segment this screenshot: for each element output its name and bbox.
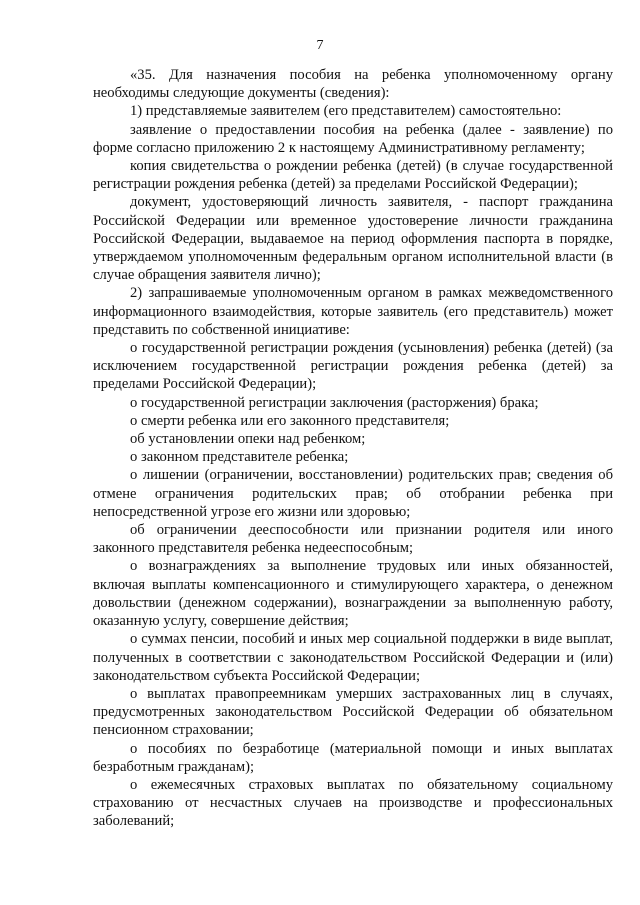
paragraph-birth-registration: о государственной регистрации рождения (усыновления) ребенка (детей) (за исключением государственной регистрации рождения ребенка (детей) за пределами Российской Федерации); [93,340,613,393]
paragraph-marriage-registration: о государственной регистрации заключения (расторжения) брака; [130,394,539,411]
document-body [93,66,613,831]
paragraph-death: о смерти ребенка или его законного представителя; [130,412,450,429]
paragraph-interagency-heading: 2) запрашиваемые уполномоченным органом в рамках межведомственного информационного взаимодействия, которые заявитель (его представитель) может представить по собственной инициативе: [93,285,613,338]
paragraph-identity-document: документ, удостоверяющий личность заявителя, - паспорт гражданина Российской Федерации или временное удостоверение личности гражданина Российской Федерации, выдаваемое на период оформления паспорта в порядке, утверждаемом уполномоченным федеральным органом исполнительной власти (в случае обращения заявителя лично); [93,194,613,284]
page-number: 7 [316,38,324,53]
paragraph-unemployment-benefits: о пособиях по безработице (материальной помощи и иных выплатах безработным гражданам); [93,740,613,775]
paragraph-legal-capacity: об ограничении дееспособности или признании родителя или иного законного представителя ребенка недееспособным; [93,522,613,557]
paragraph-birth-certificate-copy: копия свидетельства о рождении ребенка (детей) (в случае государственной регистрации рождения ребенка (детей) за пределами Российской Федерации); [93,158,613,193]
paragraph-successor-payments: о выплатах правопреемникам умерших застрахованных лиц в случаях, предусмотренных законодательством Российской Федерации об обязательном пенсионном страховании; [93,685,613,739]
paragraph-self-provided-heading: 1) представляемые заявителем (его представителем) самостоятельно: [130,103,562,120]
paragraph-application: заявление о предоставлении пособия на ребенка (далее - заявление) по форме согласно приложению 2 к настоящему Административному регламенту; [93,121,613,156]
paragraph-guardianship: об установлении опеки над ребенком; [130,431,366,448]
paragraph-parental-rights: о лишении (ограничении, восстановлении) родительских прав; сведения об отмене ограничения родительских прав; об отобрании ребенка при непосредственной угрозе его жизни или здоровью; [93,467,613,520]
paragraph-insurance-payments: о ежемесячных страховых выплатах по обязательному социальному страхованию от несчастных случаев на производстве и профессиональных заболеваний; [93,776,613,830]
paragraph-legal-representative: о законном представителе ребенка; [130,449,349,466]
paragraph-item-35-intro: «35. Для назначения пособия на ребенка уполномоченному органу необходимы следующие документы (сведения): [93,67,613,102]
paragraph-remuneration: о вознаграждениях за выполнение трудовых или иных обязанностей, включая выплаты компенсационного и стимулирующего характера, о денежном довольствии (денежном содержании), вознаграждении за выполненную работу, оказанную услугу, совершение действия; [93,558,613,630]
paragraph-pensions-benefits: о суммах пенсии, пособий и иных мер социальной поддержки в виде выплат, полученных в соответствии с законодательством Российской Федерации и (или) законодательством субъекта Российской Федерации; [93,631,613,684]
